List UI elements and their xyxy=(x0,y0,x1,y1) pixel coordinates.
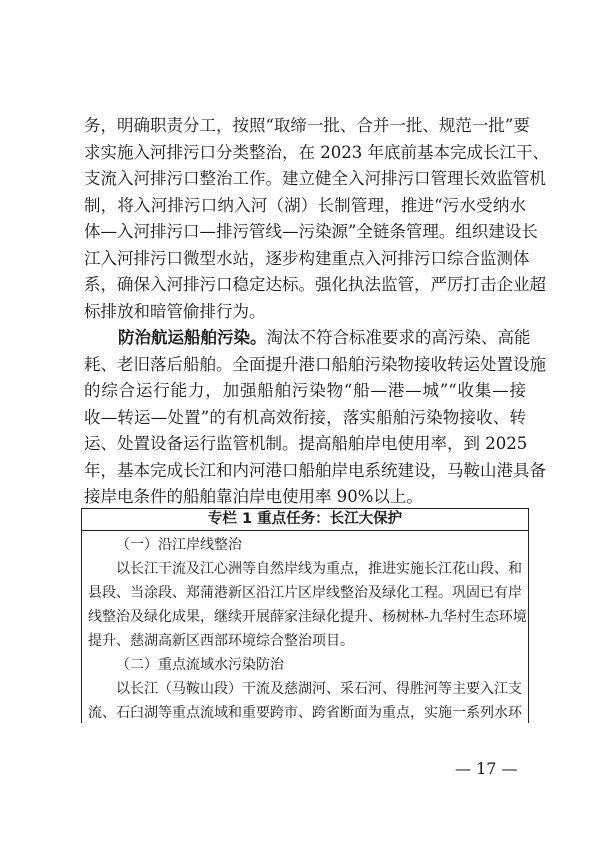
section-line-1: 淘汰不符合标准要求的高污染、高能 xyxy=(266,328,531,347)
body-line-5: 体—入河排污口—排污管线—污染源”全链条管理。组织建设长 xyxy=(84,222,538,241)
section-line-3: 的综合运行能力，加强船舶污染物“船—港—城”“收集—接 xyxy=(84,381,526,400)
section-line-2: 耗、老旧落后船舶。全面提升港口船舶污染物接收转运处置设施 xyxy=(84,355,546,374)
feature-box xyxy=(81,508,529,723)
section-heading: 防治航运船舶污染。 xyxy=(118,328,267,347)
section-line-6: 年，基本完成长江和内河港口船舶岸电系统建设，马鞍山港具备 xyxy=(84,461,546,480)
body-line-3: 支流入河排污口整治工作。建立健全入河排污口管理长效监管机 xyxy=(84,169,546,188)
box-sub1-line-4: 提升、慈湖高新区西部环境综合整治项目。 xyxy=(88,633,354,649)
section-line-5: 运、处置设备运行监管机制。提高船舶岸电使用率，到 2025 xyxy=(84,434,528,453)
box-sub1-line-1: 以长江干流及江心洲等自然岸线为重点，推进实施长江花山段、和 xyxy=(116,561,522,577)
box-subheading-1: （一）沿江岸线整治 xyxy=(116,537,242,553)
body-line-1: 务，明确职责分工，按照“取缔一批、合并一批、规范一批”要 xyxy=(84,116,530,135)
box-sub1-line-2: 县段、当涂段、郑蒲港新区沿江片区岸线整治及绿化工程。巩固已有岸 xyxy=(88,585,522,601)
box-sub2-line-1: 以长江（马鞍山段）干流及慈湖河、采石河、得胜河等主要入江支 xyxy=(116,681,522,697)
body-line-6: 江入河排污口微型水站，逐步构建重点入河排污口综合监测体 xyxy=(84,249,530,268)
section-line-4: 收—转运—处置”的有机高效衔接，落实船舶污染物接收、转 xyxy=(84,408,526,427)
box-sub1-line-3: 线整治及绿化成果，继续开展薛家洼绿化提升、杨树林-九华村生态环境 xyxy=(88,609,527,625)
section-first-line xyxy=(118,328,531,348)
box-sub2-line-2: 流、石臼湖等重点流域和重要跨市、跨省断面为重点，实施一系列水环 xyxy=(88,705,522,721)
box-subheading-2: （二）重点流域水污染防治 xyxy=(116,657,284,673)
body-line-4: 制，将入河排污口纳入河（湖）长制管理，推进“污水受纳水 xyxy=(84,196,526,215)
body-line-7: 系，确保入河排污口稳定达标。强化执法监管，严厉打击企业超 xyxy=(84,275,546,294)
box-title: 专栏 1 重点任务：长江大保护 xyxy=(82,509,528,531)
section-line-7: 接岸电条件的船舶靠泊岸电使用率 90%以上。 xyxy=(84,487,423,506)
body-line-8: 标排放和暗管偷排行为。 xyxy=(84,302,266,321)
body-line-2: 求实施入河排污口分类整治，在 2023 年底前基本完成长江干、 xyxy=(84,143,549,162)
page-number: — 17 — xyxy=(455,759,518,778)
